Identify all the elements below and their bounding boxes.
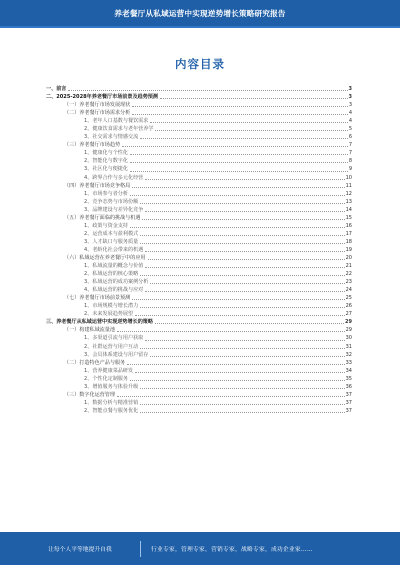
toc-entry[interactable] xyxy=(46,278,352,286)
toc-entry-page: 31 xyxy=(345,343,352,350)
toc-entry[interactable] xyxy=(46,375,352,383)
toc-entry-text: 3、增值服务与体验升级 xyxy=(84,383,139,390)
toc-entry[interactable] xyxy=(46,238,352,246)
toc-entry-page: 35 xyxy=(345,375,352,382)
toc-entry-page: 16 xyxy=(345,222,352,229)
toc-leader-dots xyxy=(155,323,344,324)
toc-entry[interactable] xyxy=(46,174,352,182)
toc-leader-dots xyxy=(135,372,345,373)
toc-entry-text: 4、老龄化社会带来的机遇 xyxy=(84,246,144,253)
toc-leader-dots xyxy=(142,219,344,220)
toc-leader-dots xyxy=(150,356,344,357)
toc-entry[interactable] xyxy=(46,190,352,198)
toc-leader-dots xyxy=(132,187,344,188)
toc-entry[interactable] xyxy=(46,262,352,270)
toc-entry[interactable] xyxy=(46,399,352,407)
header-divider xyxy=(0,26,400,28)
toc-leader-dots xyxy=(145,291,344,292)
toc-entry-text: 2、未来发展趋势展望 xyxy=(84,311,134,318)
toc-entry[interactable] xyxy=(46,101,352,109)
toc-entry-text: 3、私域运营的成功案例分析 xyxy=(84,279,149,286)
toc-leader-dots xyxy=(130,195,345,196)
toc-leader-dots xyxy=(68,90,347,91)
report-title: 养老餐厅从私域运营中实现逆势增长策略研究报告 xyxy=(114,8,286,18)
toc-leader-dots xyxy=(130,162,348,163)
toc-leader-dots xyxy=(145,211,344,212)
toc-leader-dots xyxy=(127,364,344,365)
toc-leader-dots xyxy=(150,122,347,123)
toc-entry[interactable] xyxy=(46,222,352,230)
toc-entry[interactable] xyxy=(46,391,352,399)
toc-entry-text: （三）数字化运营管理 xyxy=(64,391,115,398)
toc-entry-text: （五）养老餐厅面临的挑战与机遇 xyxy=(64,214,141,221)
toc-entry[interactable] xyxy=(46,214,352,222)
toc-entry-text: 2、智能点餐与服务优化 xyxy=(84,407,139,414)
toc-entry-text: 1、多渠道引流与用户获取 xyxy=(84,335,144,342)
toc-title: 内容目录 xyxy=(175,57,225,71)
toc-entry-page: 29 xyxy=(345,327,352,334)
toc-leader-dots xyxy=(160,98,348,99)
toc-entry[interactable] xyxy=(46,302,352,310)
toc-entry-text: 1、数据分析与精准营销 xyxy=(84,399,139,406)
toc-leader-dots xyxy=(140,243,344,244)
toc-entry-text: （七）养老餐厅市场前景预测 xyxy=(64,295,131,302)
toc-entry-page: 37 xyxy=(345,399,352,406)
toc-leader-dots xyxy=(150,283,344,284)
toc-entry-page: 3 xyxy=(348,102,352,109)
toc-entry-page: 5 xyxy=(348,126,352,133)
toc-entry[interactable] xyxy=(46,246,352,254)
toc-entry-page: 7 xyxy=(348,142,352,149)
toc-entry-page: 18 xyxy=(345,238,352,245)
toc-entry[interactable] xyxy=(46,125,352,133)
toc-entry-text: （三）养老餐厅市场趋势 xyxy=(64,142,121,149)
toc-leader-dots xyxy=(145,251,344,252)
toc-entry-text: 3、人才缺口与服务质量 xyxy=(84,238,139,245)
toc-leader-dots xyxy=(132,299,344,300)
toc-entry[interactable] xyxy=(46,165,352,173)
toc-entry-text: 4、私域运营的挑战与应对 xyxy=(84,287,144,294)
footer-slogan: 让每个人平等地提升自我 xyxy=(48,547,112,553)
toc-leader-dots xyxy=(140,412,344,413)
toc-entry-page: 4 xyxy=(348,118,352,125)
toc-entry[interactable] xyxy=(46,343,352,351)
toc-entry-text: 二、2025-2028年养老餐厅市场前景及趋势预测 xyxy=(46,94,158,101)
toc-entry-text: 1、市场参与者分析 xyxy=(84,190,128,197)
toc-entry[interactable] xyxy=(46,407,352,415)
toc-entry-text: 2、社群运营与用户互动 xyxy=(84,343,139,350)
toc-entry-page: 37 xyxy=(345,391,352,398)
toc-entry-page: 14 xyxy=(345,206,352,213)
toc-leader-dots xyxy=(135,315,345,316)
toc-entry-page: 37 xyxy=(345,407,352,414)
toc-entry-text: 2、竞争态势与市场份额 xyxy=(84,198,139,205)
footer-divider xyxy=(140,541,141,557)
toc-leader-dots xyxy=(145,267,344,268)
toc-leader-dots xyxy=(122,146,348,147)
toc-entry[interactable] xyxy=(46,254,352,262)
toc-entry-text: 1、老年人口基数与餐饮需求 xyxy=(84,118,149,125)
toc-entry[interactable] xyxy=(46,133,352,141)
toc-entry-text: 1、营养健康菜品研发 xyxy=(84,367,134,374)
toc-entry-page: 13 xyxy=(345,198,352,205)
toc-leader-dots xyxy=(140,404,344,405)
toc-leader-dots xyxy=(140,388,344,389)
toc-entry-page: 12 xyxy=(345,190,352,197)
toc-entry-text: 1、健康化与个性化 xyxy=(84,150,128,157)
toc-entry-page: 24 xyxy=(345,287,352,294)
toc-entry-text: 3、会员体系建设与用户留存 xyxy=(84,351,149,358)
toc-entry[interactable] xyxy=(46,117,352,125)
toc-leader-dots xyxy=(140,235,344,236)
toc-entry[interactable] xyxy=(46,270,352,278)
report-footer xyxy=(0,532,400,565)
toc-entry-page: 4 xyxy=(348,110,352,117)
toc-entry-page: 32 xyxy=(345,351,352,358)
toc-entry-page: 7 xyxy=(348,150,352,157)
toc-leader-dots xyxy=(117,396,345,397)
toc-leader-dots xyxy=(140,275,344,276)
toc-entry-page: 29 xyxy=(345,319,352,326)
toc-entry-page: 26 xyxy=(345,303,352,310)
toc-entry[interactable] xyxy=(46,141,352,149)
toc-entry-text: 2、个性化定制服务 xyxy=(84,375,128,382)
toc-entry[interactable] xyxy=(46,93,352,101)
toc-entry[interactable] xyxy=(46,318,352,326)
toc-entry[interactable] xyxy=(46,286,352,294)
toc-entry-text: （二）打造特色产品与服务 xyxy=(64,359,126,366)
toc-leader-dots xyxy=(130,380,345,381)
toc-entry[interactable] xyxy=(46,310,352,318)
toc-entry-page: 30 xyxy=(345,335,352,342)
toc-leader-dots xyxy=(130,171,348,172)
toc-entry-text: （四）养老餐厅市场竞争格局 xyxy=(64,182,131,189)
toc-entry-page: 17 xyxy=(345,230,352,237)
toc-entry-page: 3 xyxy=(348,94,352,101)
toc-entry-text: 2、智能化与数字化 xyxy=(84,158,128,165)
toc-leader-dots xyxy=(132,114,348,115)
toc-entry-text: 4、跨界合作与多元化经营 xyxy=(84,174,144,181)
toc-entry-text: （六）私域运营在养老餐厅中的应用 xyxy=(64,254,146,261)
toc-entry-page: 15 xyxy=(345,214,352,221)
toc-entry-page: 34 xyxy=(345,367,352,374)
report-header xyxy=(0,0,400,26)
toc-entry[interactable] xyxy=(46,109,352,117)
toc-leader-dots xyxy=(145,340,344,341)
toc-entry-text: 1、政策与资金支持 xyxy=(84,222,128,229)
toc-entry-text: 三、养老餐厅从私域运营中实现逆势增长的策略 xyxy=(46,319,153,326)
toc-entry[interactable] xyxy=(46,359,352,367)
toc-entry[interactable] xyxy=(46,383,352,391)
toc-leader-dots xyxy=(117,331,345,332)
toc-entry-page: 8 xyxy=(348,158,352,165)
toc-entry-text: 1、私域流量的概念与价值 xyxy=(84,263,144,270)
toc-leader-dots xyxy=(130,227,345,228)
toc-entry-page: 25 xyxy=(345,295,352,302)
toc-entry-text: 3、社交需求与情感交流 xyxy=(84,134,139,141)
toc-entry-page: 9 xyxy=(348,166,352,173)
toc-entry[interactable] xyxy=(46,198,352,206)
toc-entry-page: 19 xyxy=(345,246,352,253)
toc-leader-dots xyxy=(140,138,348,139)
toc-entry-text: 2、运营成本与盈利模式 xyxy=(84,230,139,237)
toc-entry[interactable] xyxy=(46,326,352,334)
toc-entry[interactable] xyxy=(46,294,352,302)
toc-entry-text: （一）养老餐厅市场发展现状 xyxy=(64,102,131,109)
toc-entry-page: 11 xyxy=(345,182,352,189)
toc-entry[interactable] xyxy=(46,182,352,190)
toc-entry-text: （一）构建私域流量池 xyxy=(64,327,115,334)
toc-entry-text: 3、品牌建设与差异化竞争 xyxy=(84,206,144,213)
toc-entry[interactable] xyxy=(46,230,352,238)
toc-entry[interactable] xyxy=(46,149,352,157)
toc-leader-dots xyxy=(148,259,345,260)
toc-entry-page: 3 xyxy=(348,86,352,92)
toc-entry-page: 10 xyxy=(345,174,352,181)
toc-entry-page: 20 xyxy=(345,254,352,261)
toc-leader-dots xyxy=(140,203,344,204)
toc-entry-text: （二）养老餐厅市场需求分析 xyxy=(64,110,131,117)
toc-entry[interactable] xyxy=(46,85,352,93)
toc-entry[interactable] xyxy=(46,334,352,342)
toc-leader-dots xyxy=(155,130,347,131)
toc-entry-page: 21 xyxy=(345,263,352,270)
toc-entry-page: 22 xyxy=(345,271,352,278)
toc-entry[interactable] xyxy=(46,206,352,214)
toc-leader-dots xyxy=(145,179,344,180)
toc-entry[interactable] xyxy=(46,157,352,165)
toc-entry-page: 6 xyxy=(348,134,352,141)
toc-entry-text: 2、健康饮食需求与老年营养学 xyxy=(84,126,154,133)
toc-leader-dots xyxy=(140,348,344,349)
toc-leader-dots xyxy=(140,307,344,308)
toc-entry-text: 3、社区化与便捷化 xyxy=(84,166,128,173)
toc-entry-text: 一、前言 xyxy=(46,86,67,92)
toc-entry[interactable] xyxy=(46,351,352,359)
toc-leader-dots xyxy=(132,106,348,107)
toc-leader-dots xyxy=(130,154,348,155)
toc-entry-page: 27 xyxy=(345,311,352,318)
table-of-contents xyxy=(46,85,352,415)
toc-entry-text: 1、市场规模与增长潜力 xyxy=(84,303,139,310)
toc-entry-text: 2、私域运营的核心策略 xyxy=(84,271,139,278)
toc-entry-page: 23 xyxy=(345,279,352,286)
toc-entry-page: 36 xyxy=(345,383,352,390)
toc-entry-page: 33 xyxy=(345,359,352,366)
toc-entry[interactable] xyxy=(46,367,352,375)
footer-experts-text: 行业专家，管理专家，营销专家，战略专家，成功企业家…… xyxy=(151,547,313,553)
